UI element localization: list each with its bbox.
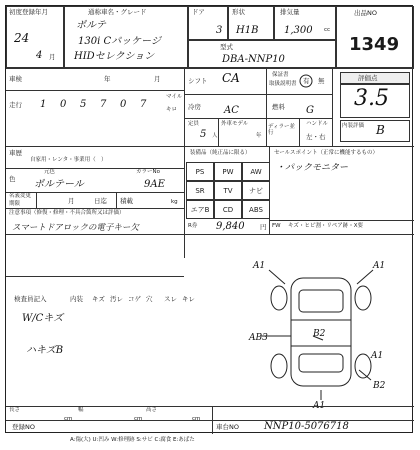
height-cm: cm: [192, 416, 201, 422]
mileage-km: キロ: [166, 107, 178, 113]
mileage-digit: 7: [140, 99, 147, 110]
interior-value: B: [376, 123, 385, 137]
mileage-digit: 1: [40, 99, 47, 110]
inspection-month-unit: 月: [154, 75, 161, 83]
sales-point-label: セールスポイント（正常に機能するもの）: [274, 150, 379, 156]
width-cm: cm: [134, 416, 143, 422]
chassis-label: 車台NO: [216, 423, 239, 431]
score-value: 3.5: [354, 86, 389, 111]
capacity-value: 5: [200, 129, 207, 140]
car-damage-diagram: [249, 258, 401, 411]
kg-unit: kg: [171, 199, 178, 205]
color-code: 9AE: [144, 179, 165, 190]
mileage-unit: マイル: [166, 94, 183, 100]
owners-sub: 期限: [9, 201, 21, 207]
doors-label: ドア: [192, 8, 205, 16]
grade-line-1: 130i Cパッケージ: [78, 36, 161, 47]
reg-no-label: 登録NO: [12, 423, 35, 431]
model-type-label: 型式: [220, 43, 233, 51]
lot-number: 1349: [349, 34, 400, 55]
model-grade-label: 通称車名・グレード: [88, 8, 147, 16]
warranty-no: 無: [318, 77, 325, 85]
fuel-value: G: [306, 105, 314, 116]
warranty-sub: 取扱説明書: [269, 81, 297, 87]
inspection-option: キズ: [92, 295, 105, 303]
equipment-item: AW: [242, 162, 270, 181]
shape-value: H1B: [236, 25, 259, 36]
handle-value: 左・右: [306, 133, 326, 141]
equipment-item: CD: [214, 200, 242, 219]
history-label: 車歴: [9, 149, 22, 157]
mileage-label: 走行: [9, 101, 22, 109]
notes-label: 注意事項（修復・修理・不具合箇所又は評価）: [9, 210, 125, 216]
equipment-item: SR: [186, 181, 214, 200]
period-month-label: 月: [68, 197, 75, 205]
cc-unit: cc: [324, 27, 331, 33]
mileage-digit: 7: [100, 99, 107, 110]
sales-point-value: ・パックモニター: [276, 163, 349, 173]
inspection-option: コゲ: [128, 295, 141, 303]
mileage-digit: 0: [60, 99, 67, 110]
inspection-option: キレ: [182, 295, 195, 303]
mark-left-door: AB3: [249, 333, 268, 343]
equipment-item: エアB: [186, 200, 214, 219]
equipment-item: TV: [214, 181, 242, 200]
warranty-circle: [298, 73, 314, 89]
period-date-label: 日迄: [94, 197, 107, 205]
model-change-unit: 年: [256, 133, 262, 139]
notes-value: スマートドアロックの電子キー欠: [12, 223, 139, 233]
recycle-value: 9,840: [216, 221, 245, 232]
mark-roof: B2: [313, 329, 326, 339]
width-label: 幅: [78, 407, 84, 413]
auction-sheet: [5, 5, 413, 433]
mark-right-rear: A1: [371, 351, 384, 361]
height-label: 高さ: [146, 407, 158, 413]
doors-value: 3: [216, 25, 223, 36]
shift-value: CA: [222, 71, 240, 85]
dealer-label: ディラー並行: [268, 124, 296, 136]
mark-front-left: A1: [253, 261, 266, 271]
model-type-value: DBA-NNP10: [222, 54, 285, 65]
history-options: 自家用・レンタ・事業用（ ）: [30, 157, 107, 163]
registration-month: 4: [36, 50, 43, 61]
score-label: 評価点: [358, 74, 378, 82]
bottom-legend: A:傷(大) U:凹み W:修理跡 S:サビ C:腐食 E:あばた: [70, 437, 195, 443]
tax-label: 積載: [120, 197, 133, 205]
yen-unit: 円: [260, 223, 267, 231]
mark-front-right: A1: [373, 261, 386, 271]
equipment-item: PW: [214, 162, 242, 181]
grade-line-2: HIDセレクション: [74, 51, 155, 62]
chassis-value: NNP10-5076718: [264, 421, 349, 432]
inspection-option: スレ: [164, 295, 177, 303]
mileage-digit: 0: [120, 99, 127, 110]
inspector-label: 検査員記入: [14, 295, 47, 303]
inspection-option: 穴: [146, 295, 153, 303]
shift-label: シフト: [188, 77, 208, 85]
displacement-label: 排気量: [280, 8, 300, 16]
lot-label: 出品NO: [354, 9, 377, 17]
handle-label: ハンドル: [306, 121, 329, 127]
capacity-unit: 人: [212, 133, 218, 139]
color-value: ポルテール: [34, 179, 84, 190]
mark-rear: A1: [313, 401, 326, 411]
equipment-title: 装備品（純正品に限る）: [190, 150, 251, 156]
interior-label: 内装評価: [342, 123, 365, 129]
registration-year: 24: [14, 31, 30, 45]
equipment-item: ナビ: [242, 181, 270, 200]
remark-1: W/Cキズ: [22, 313, 64, 324]
inspection-label: 車検: [9, 75, 22, 83]
ac-label: 冷房: [188, 103, 201, 111]
legend-text: キズ・ヒビ割・リペア跡・X要: [288, 223, 364, 229]
inspection-year-unit: 年: [104, 75, 111, 83]
capacity-label: 定員: [188, 121, 200, 127]
equipment-item: PS: [186, 162, 214, 181]
mileage-digit: 5: [80, 99, 87, 110]
original-color-label: 元色: [44, 169, 56, 175]
ac-value: AC: [224, 105, 239, 116]
fuel-label: 燃料: [272, 103, 285, 111]
warranty-yes: 有: [303, 77, 310, 85]
fw-label: FW: [272, 223, 281, 229]
color-label: 色: [9, 175, 16, 183]
owners-label: 名義変更: [9, 193, 32, 199]
displacement-value: 1,300: [284, 25, 313, 36]
mark-rear-right-bumper: B2: [373, 381, 386, 391]
shape-label: 形状: [232, 8, 245, 16]
color-no-label: カラーNo: [136, 169, 160, 175]
registration-month-unit: 月: [49, 53, 56, 61]
first-registration-label: 初度登録年月: [9, 8, 48, 16]
remark-2: ハキズB: [26, 345, 64, 356]
warranty-label: 保証書: [272, 72, 289, 78]
inspection-option: 汚レ: [110, 295, 123, 303]
length-cm: cm: [64, 416, 73, 422]
recycle-label: R券: [188, 223, 198, 229]
length-label: 長さ: [9, 407, 21, 413]
model-change-label: 外車モデル: [221, 121, 249, 127]
interior-box-label: 内装: [70, 295, 83, 303]
car-name-value: ポルテ: [76, 20, 106, 31]
equipment-item: ABS: [242, 200, 270, 219]
